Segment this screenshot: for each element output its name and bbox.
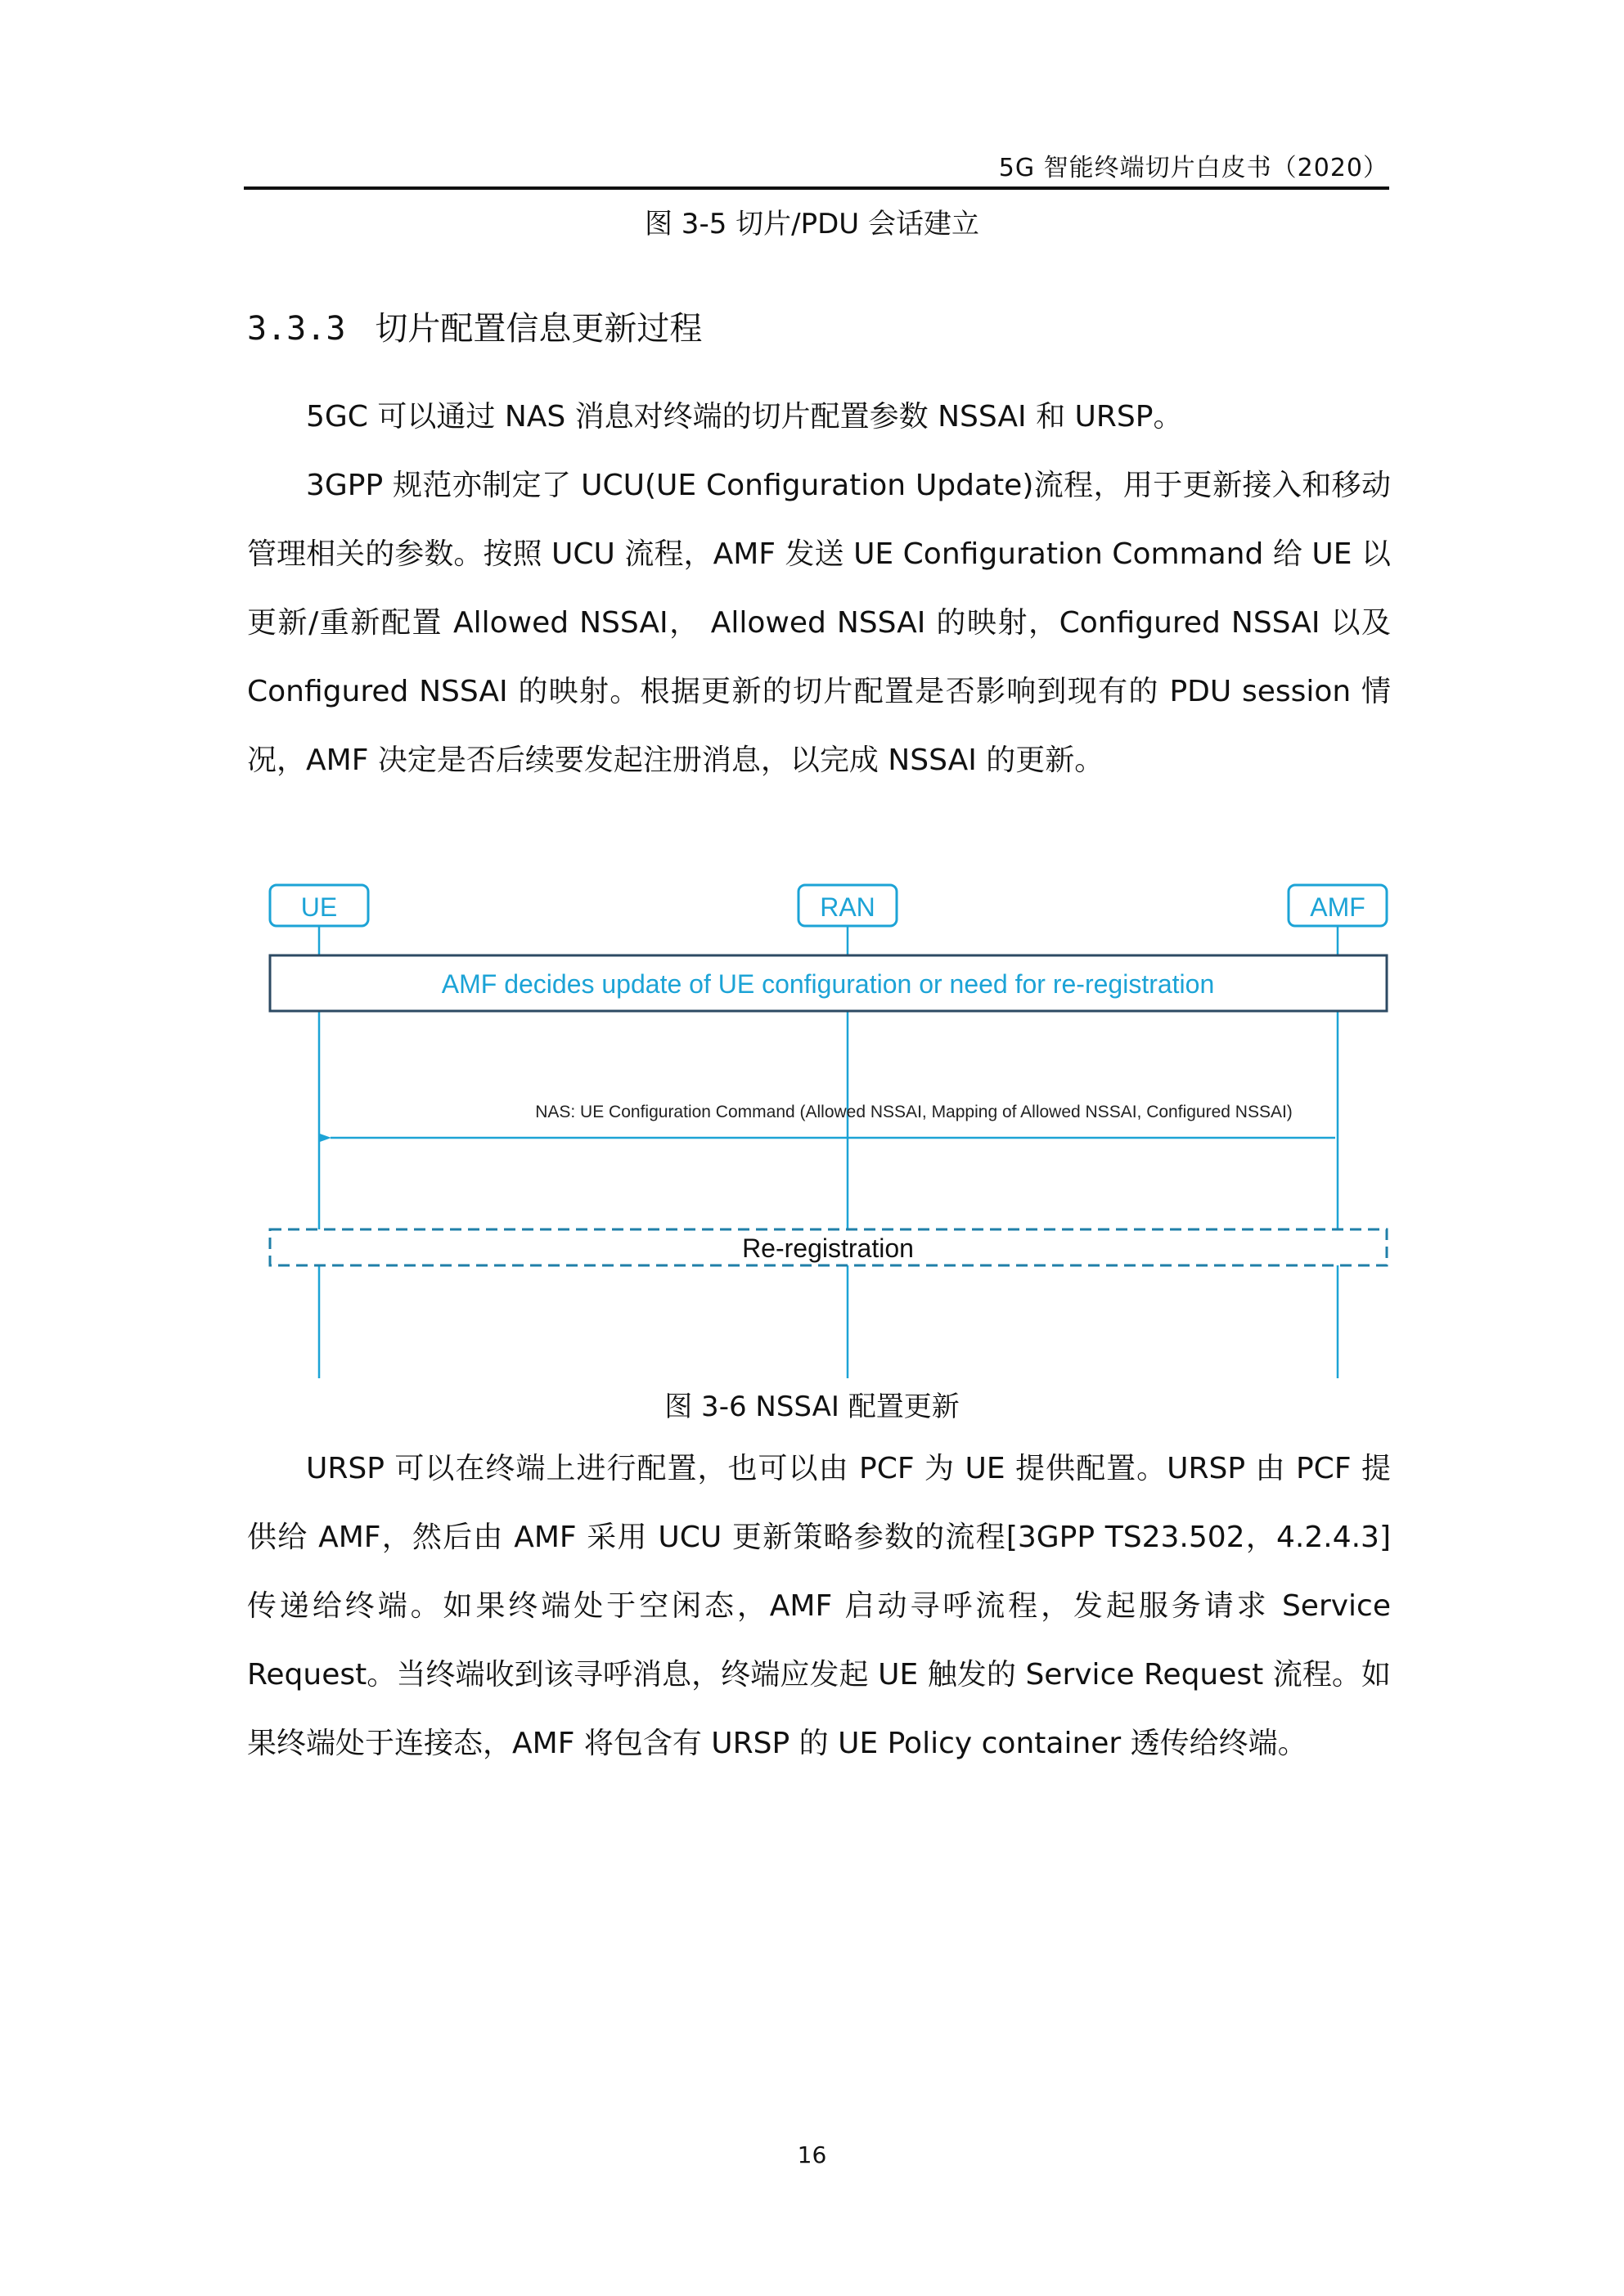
amf-node-label: AMF — [1310, 892, 1365, 922]
reregistration-box — [270, 1229, 1387, 1265]
ue-node — [270, 885, 368, 926]
figure-3-5-caption: 图 3-5 切片/PDU 会话建立 — [645, 208, 979, 240]
section-number: 3.3.3 — [247, 310, 346, 348]
amf-node — [1289, 885, 1387, 926]
paragraph-ucu-procedure: 3GPP 规范亦制定了 UCU(UE Configuration Update)流程，用于更新接入和移动管理相关的参数。按照 UCU 流程，AMF 发送 UE Configuration Command 给 UE 以更新/重新配置 Allowed NSSAI， Allowed NSSAI 的映射，Configured NSSAI 以及 Configured NSSAI 的映射。根据更新的切片配置是否影响到现有的 PDU session 情况，AMF 决定是否后续要发起注册消息，以完成 NSSAI 的更新。 — [247, 469, 1391, 777]
paragraph-ursp-delivery: URSP 可以在终端上进行配置，也可以由 PCF 为 UE 提供配置。URSP 由 PCF 提供给 AMF，然后由 AMF 采用 UCU 更新策略参数的流程[3GPP TS23.502，4.2.4.3] 传递给终端。如果终端处于空闲态，AMF 启动寻呼流程，发起服务请求 Service Request。当终端收到该寻呼消息，终端应发起 UE 触发的 Service Request 流程。如果终端处于连接态，AMF 将包含有 URSP 的 UE Policy container 透传给终端。 — [247, 1452, 1391, 1760]
ran-node-label: RAN — [820, 892, 875, 922]
figure-3-6-caption: 图 3-6 NSSAI 配置更新 — [664, 1391, 960, 1423]
reregistration-label: Re-registration — [742, 1233, 914, 1263]
section-title: 切片配置信息更新过程 — [375, 310, 703, 348]
ue-node-label: UE — [300, 892, 338, 922]
ran-node — [799, 885, 897, 926]
amf-decision-box — [270, 955, 1387, 1011]
page-number: 16 — [797, 2141, 827, 2168]
paragraph-nas-config: 5GC 可以通过 NAS 消息对终端的切片配置参数 NSSAI 和 URSP。 — [306, 400, 1183, 434]
running-header-title: 5G 智能终端切片白皮书（2020） — [998, 154, 1388, 182]
decision-box-label: AMF decides update of UE configuration or need for re-registration — [441, 969, 1215, 999]
nas-message-label: NAS: UE Configuration Command (Allowed NSSAI, Mapping of Allowed NSSAI, Configured NSSAI) — [535, 1103, 1293, 1121]
